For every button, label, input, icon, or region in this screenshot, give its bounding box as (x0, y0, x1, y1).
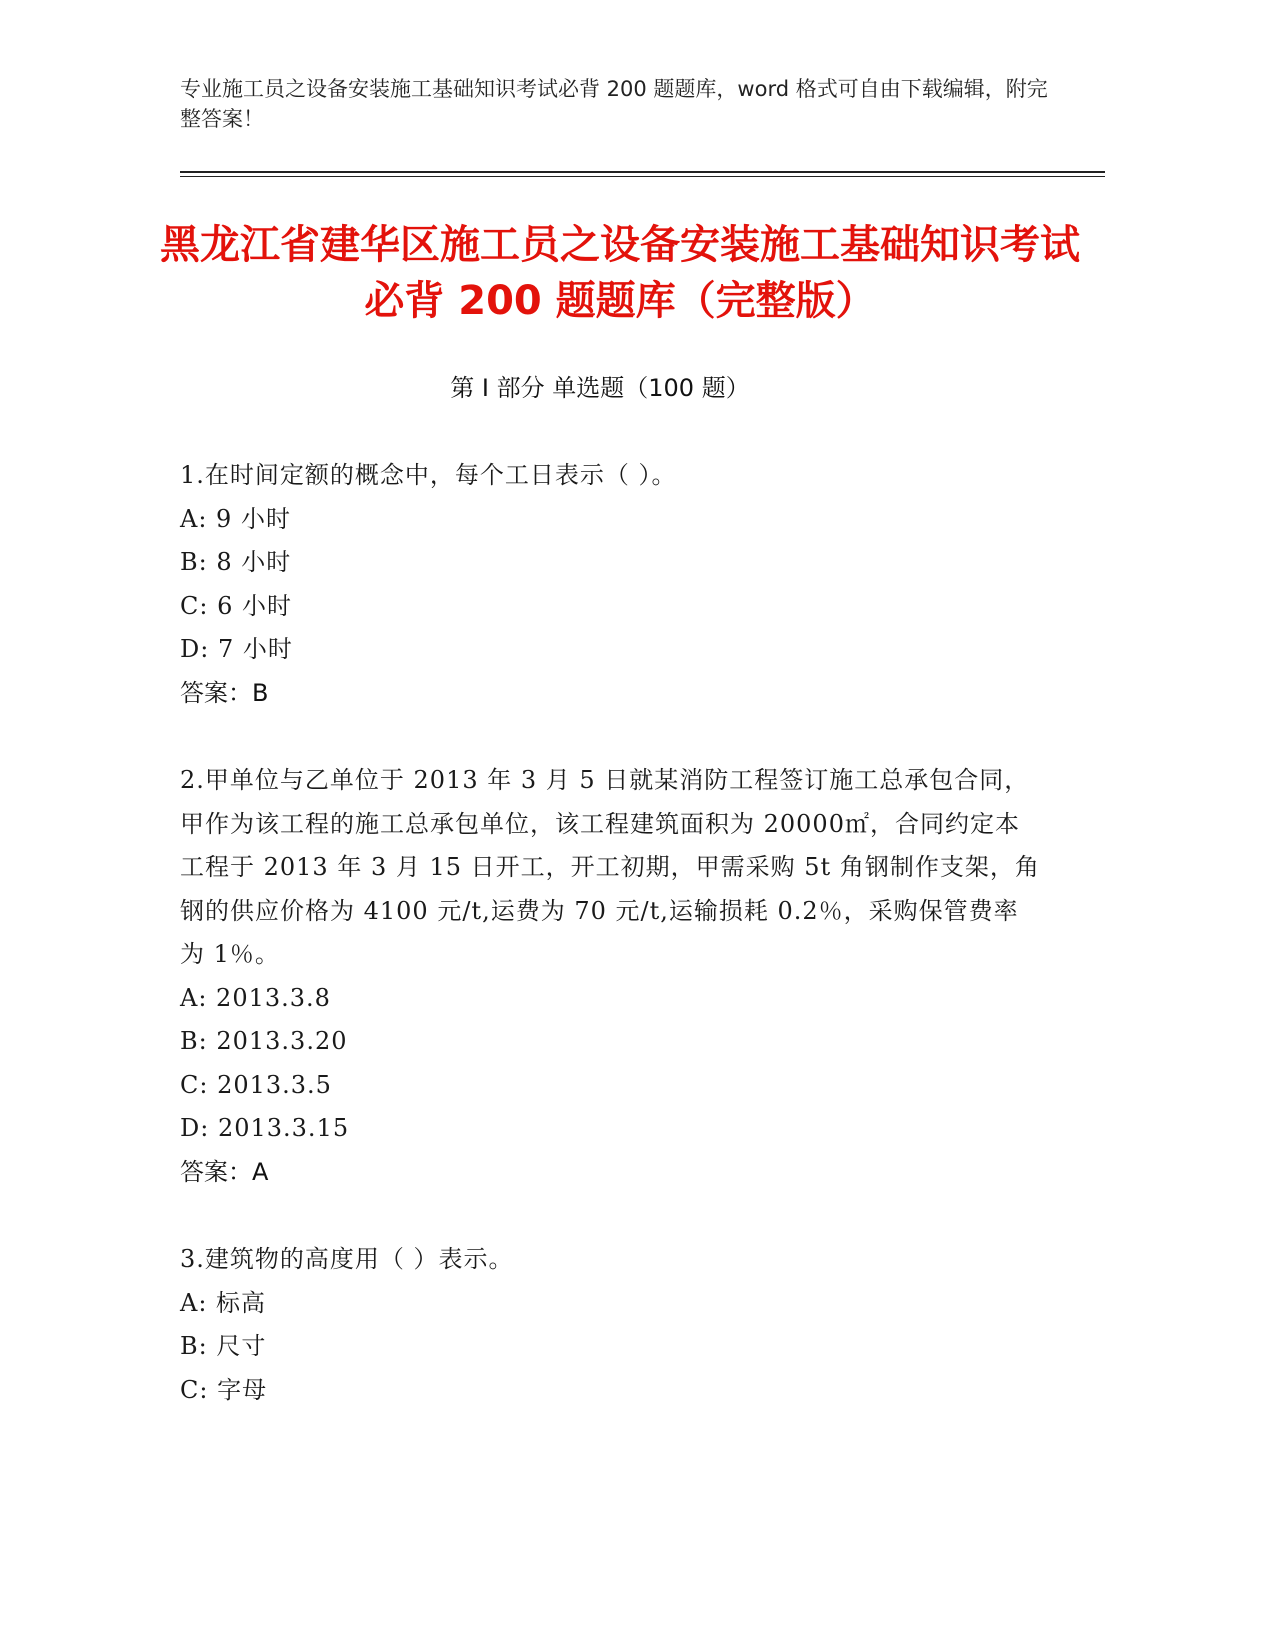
option-d: D: 7 小时 (180, 635, 293, 663)
section-heading: 第 I 部分 单选题（100 题） (450, 374, 750, 402)
option-a: A: 9 小时 (180, 504, 291, 533)
option-c: C: 2013.3.5 (180, 1070, 332, 1099)
header-divider-thick (180, 171, 1105, 173)
question-stem: 1.在时间定额的概念中，每个工日表示（ ）。 (180, 461, 677, 489)
option-b: B: 尺寸 (180, 1332, 267, 1360)
option-d: D: 2013.3.15 (180, 1114, 350, 1142)
option-b: B: 8 小时 (180, 548, 292, 576)
question-3 (180, 1238, 1040, 1412)
question-2 (180, 759, 1040, 1194)
option-a: A: 2013.3.8 (180, 983, 331, 1012)
question-1 (180, 454, 1040, 715)
option-c: C: 6 小时 (180, 591, 292, 620)
option-b: B: 2013.3.20 (180, 1027, 348, 1055)
question-stem: 3.建筑物的高度用（ ）表示。 (180, 1245, 514, 1273)
question-stem: 2.甲单位与乙单位于 2013 年 3 月 5 日就某消防工程签订施工总承包合同，甲作为该工程的施工总承包单位，该工程建筑面积为 20000㎡，合同约定本工程于 2013 年 3 月 15 日开工，开工初期，甲需采购 5t 角钢制作支架，角钢的供应价格为 4100 元/t,运费为 70 元/t,运输损耗 0.2％，采购保管费率为 1％。 (180, 766, 1040, 968)
answer-label: 答案：A (180, 1157, 269, 1186)
answer-label: 答案：B (180, 678, 269, 707)
header-divider-thin (180, 176, 1105, 177)
option-a: A: 标高 (180, 1288, 267, 1317)
header-note: 专业施工员之设备安装施工基础知识考试必背 200 题题库，word 格式可自由下载编辑，附完整答案！ (180, 77, 1048, 131)
option-c: C: 字母 (180, 1375, 268, 1404)
question-list (180, 454, 1040, 1456)
document-title: 黑龙江省建华区施工员之设备安装施工基础知识考试必背 200 题题库（完整版） (160, 222, 1080, 324)
